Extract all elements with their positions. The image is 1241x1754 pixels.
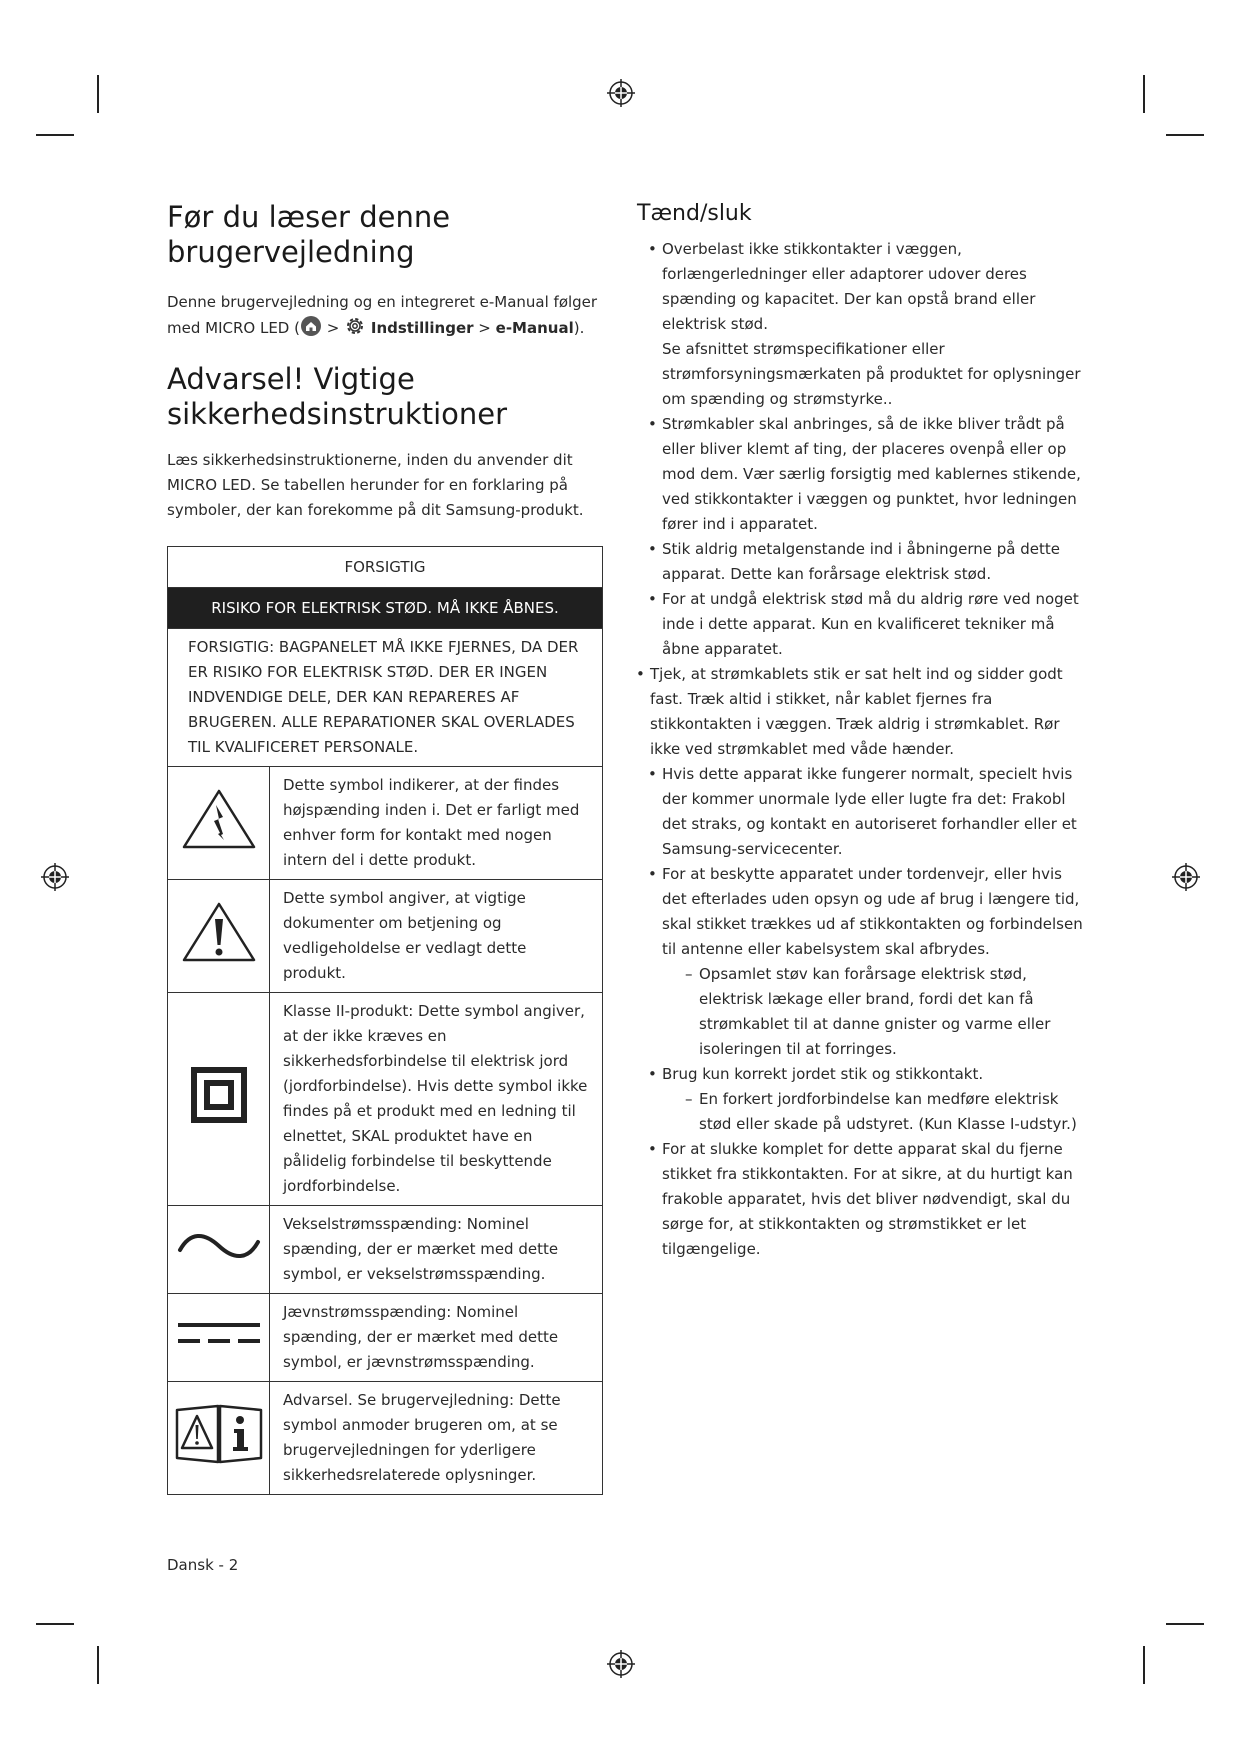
table-row [168, 1294, 603, 1382]
class-ii-double-square-icon [190, 1066, 248, 1124]
list-item: • Strømkabler skal anbringes, så de ikke bliver trådt på eller bliver klemt af ting, der placeres ovenpå eller op mod dem. Vær særlig forsigtig med kablernes stikende, ved stikkontakter i væggen og punktet, hvor ledningen fører ind i apparatet. [637, 412, 1087, 537]
intro-paragraph [167, 290, 605, 341]
table-row [168, 880, 603, 993]
power-bullet-list [637, 237, 1087, 1262]
intro-separator: > [321, 319, 345, 337]
manual-warning-info-icon [174, 1402, 264, 1466]
list-item: • For at slukke komplet for dette apparat skal du fjerne stikket fra stikkontakten. For at sikre, at du hurtigt kan frakoble apparatet, hvis det bliver nødvendigt, skal du sørge for, at stikkontakten og strømstikket er let tilgængelige. [637, 1137, 1087, 1262]
high-voltage-warning-icon [181, 788, 257, 850]
list-item: • Stik aldrig metalgenstande ind i åbningerne på dette apparat. Dette kan forårsage elektrisk stød. [637, 537, 1087, 587]
list-item: • Hvis dette apparat ikke fungerer normalt, specielt hvis der kommer unormale lyde eller lugte fra det: Frakobl det straks, og kontakt en autoriseret forhandler eller et Samsung-servicecenter. [637, 762, 1087, 862]
list-item-note: Se afsnittet strømspecifikationer eller strømforsyningsmærkaten på produktet for oplysninger om spænding og strømstyrke.. [662, 340, 1081, 408]
list-item: • Brug kun korrekt jordet stik og stikkontakt. – En forkert jordforbindelse kan medføre elektrisk stød eller skade på udstyret. (Kun Klasse I-udstyr.) [637, 1062, 1087, 1137]
table-row [168, 993, 603, 1206]
list-item: • Tjek, at strømkablets stik er sat helt ind og sidder godt fast. Træk altid i stikket, når kablet fjernes fra stikkontakten i væggen. Træk aldrig i strømkablet. Rør ikke ved strømkablet med våde hænder. [625, 662, 1087, 762]
home-icon [300, 315, 322, 337]
intro-separator: > [473, 319, 496, 337]
symbol-description: Dette symbol indikerer, at der findes højspænding inden i. Det er farligt med enhver form for kontakt med nogen intern del i dette produkt. [270, 767, 603, 880]
registration-mark-icon [606, 78, 636, 108]
emanual-menu-label: e-Manual [495, 319, 574, 337]
registration-mark-icon [606, 1649, 636, 1679]
gear-icon [344, 315, 366, 337]
intro-text: Denne brugervejledning og en integreret e-Manual følger med MICRO LED ( [167, 293, 598, 337]
danger-header: RISIKO FOR ELEKTRISK STØD. MÅ IKKE ÅBNES. [168, 588, 603, 629]
crop-mark [97, 75, 99, 113]
table-row [168, 1206, 603, 1294]
list-sub-item: – En forkert jordforbindelse kan medføre elektrisk stød eller skade på udstyret. (Kun Klasse I-udstyr.) [685, 1090, 1077, 1133]
table-row [168, 1382, 603, 1495]
dc-lines-icon [176, 1317, 262, 1351]
registration-mark-icon [40, 862, 70, 892]
caution-header: FORSIGTIG [168, 547, 603, 588]
list-item: • For at undgå elektrisk stød må du aldrig røre ved noget inde i dette apparat. Kun en kvalificeret tekniker må åbne apparatet. [637, 587, 1087, 662]
table-row [168, 767, 603, 880]
safety-paragraph: Læs sikkerhedsinstruktionerne, inden du anvender dit MICRO LED. Se tabellen herunder for en forklaring på symboler, der kan forekomme på dit Samsung-produkt. [167, 451, 584, 519]
crop-mark [1143, 75, 1145, 113]
registration-mark-icon [1171, 862, 1201, 892]
symbol-description: Vekselstrømsspænding: Nominel spænding, der er mærket med dette symbol, er vekselstrømsspænding. [270, 1206, 603, 1294]
crop-mark [1143, 1646, 1145, 1684]
symbol-table [167, 546, 603, 1495]
symbol-description: Advarsel. Se brugervejledning: Dette symbol anmoder brugeren om, at se brugervejledningen for yderligere sikkerhedsrelaterede oplysninger. [270, 1382, 603, 1495]
caution-text: FORSIGTIG: BAGPANELET MÅ IKKE FJERNES, DA DER ER RISIKO FOR ELEKTRISK STØD. DER ER INGEN INDVENDIGE DELE, DER KAN REPARERES AF BRUGEREN. ALLE REPARATIONER SKAL OVERLADES TIL KVALIFICERET PERSONALE. [168, 629, 603, 767]
left-column [167, 200, 605, 1495]
crop-mark [36, 134, 74, 136]
page-title: Før du læser denne brugervejledning [167, 200, 451, 269]
intro-end: ). [573, 319, 585, 337]
crop-mark [1166, 134, 1204, 136]
list-sub-item: – Opsamlet støv kan forårsage elektrisk stød, elektrisk lækage eller brand, fordi det kan få strømkablet til at danne gnister og varme eller isoleringen til at forringes. [685, 965, 1051, 1058]
page-footer: Dansk - 2 [167, 1556, 239, 1574]
power-section-heading: Tænd/sluk [637, 201, 752, 226]
crop-mark [97, 1646, 99, 1684]
list-item: • For at beskytte apparatet under tordenvejr, eller hvis det efterlades uden opsyn og ude af brug i længere tid, skal stikket trækkes ud af stikkontakten og forbindelsen til antenne eller kabelsystem skal afbrydes. – Opsamlet støv kan forårsage elektrisk stød, elektrisk lækage eller brand, fordi det kan få strømkablet til at danne gnister og varme eller isoleringen til at forringes. [637, 862, 1087, 1062]
crop-mark [1166, 1623, 1204, 1625]
crop-mark [36, 1623, 74, 1625]
ac-sine-wave-icon [176, 1226, 262, 1266]
right-column [637, 200, 1087, 1262]
safety-heading: Advarsel! Vigtige sikkerhedsinstruktioner [167, 362, 508, 431]
list-item: • Overbelast ikke stikkontakter i væggen, forlængerledninger eller adaptorer udover deres spænding og kapacitet. Der kan opstå brand eller elektrisk stød. Se afsnittet strømspecifikationer eller strømforsyningsmærkaten på produktet for oplysninger om spænding og strømstyrke.. [637, 237, 1087, 412]
symbol-description: Dette symbol angiver, at vigtige dokumenter om betjening og vedligeholdelse er vedlagt dette produkt. [270, 880, 603, 993]
settings-menu-label: Indstillinger [370, 319, 474, 337]
symbol-description: Jævnstrømsspænding: Nominel spænding, der er mærket med dette symbol, er jævnstrømsspænding. [270, 1294, 603, 1382]
symbol-description: Klasse II-produkt: Dette symbol angiver, at der ikke kræves en sikkerhedsforbindelse til elektrisk jord (jordforbindelse). Hvis dette symbol ikke findes på et produkt med en ledning til elnettet, SKAL produktet have en pålidelig forbindelse til beskyttende jordforbindelse. [270, 993, 603, 1206]
exclamation-warning-icon [181, 901, 257, 963]
